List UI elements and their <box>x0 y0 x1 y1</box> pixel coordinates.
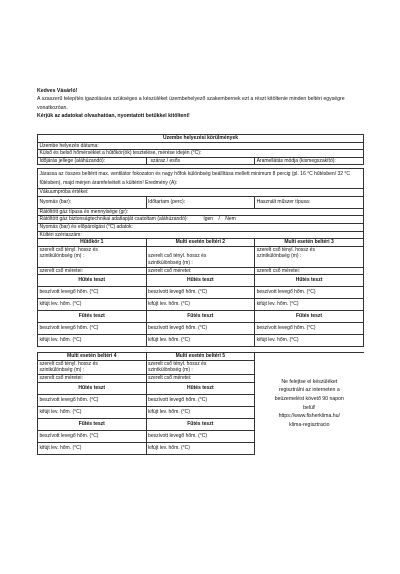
unit-4-pipe-length[interactable]: szerelt cső tényl. hossz és szintkülönbség (m) : <box>38 360 147 374</box>
tool-field[interactable]: Használt műszer típusa: <box>255 196 364 208</box>
unit-2-pipe-size[interactable]: szerelt cső méretei: <box>146 267 255 275</box>
unit-5-heating-air-in[interactable]: beszívott levegő hőm. (°C) <box>146 430 255 442</box>
unit-5-cooling-test: Hűtés teszt <box>146 382 255 394</box>
unit-5-heating-air-out[interactable]: kifújt lev. hőm. (°C) <box>146 442 255 454</box>
unit-3-pipe-size[interactable]: szerelt cső méretei: <box>255 267 364 275</box>
unit-4-heating-air-in[interactable]: beszívott levegő hőm. (°C) <box>38 430 147 442</box>
unit-3-cooling-test: Hűtés teszt <box>255 275 364 287</box>
conditions-table <box>37 134 364 455</box>
unit-2-cooling-test: Hűtés teszt <box>146 275 255 287</box>
unit-4-title: Multi esetén beltéri 4 <box>38 353 147 361</box>
unit-4-cooling-test: Hűtés teszt <box>38 382 147 394</box>
note-line-1: Ne felejtse el készüléket <box>281 378 338 385</box>
unit-1-cooling-test: Hűtés teszt <box>38 275 147 287</box>
duration-field[interactable]: Időtartam (perc): <box>146 196 255 208</box>
weather-label: Időjárás jellege (aláhúzandó): <box>38 157 147 165</box>
safety-sheet-field[interactable] <box>38 216 364 224</box>
serial-field[interactable]: Kültéri szériaszám: <box>38 231 364 239</box>
unit-2-title: Multi esetén beltéri 2 <box>146 239 255 247</box>
unit-2-heating-air-out[interactable]: kifújt lev. hőm. (°C) <box>146 335 255 347</box>
commissioning-form <box>37 134 364 455</box>
unit-1-cooling-air-out[interactable]: kifújt lev. hőm. (°C) <box>38 299 147 311</box>
unit-5-pipe-size[interactable]: szerelt cső méretei: <box>146 374 255 382</box>
unit-5-cooling-air-out[interactable]: kifújt lev. hőm. (°C) <box>146 406 255 418</box>
unit-4-cooling-air-in[interactable]: beszívott levegő hőm. (°C) <box>38 394 147 406</box>
note-line-3: beüzemelést követő 90 napon <box>274 395 344 402</box>
unit-3-heating-air-in[interactable]: beszívott levegő hőm. (°C) <box>255 323 364 335</box>
unit-3-title: Multi esetén beltéri 3 <box>255 239 364 247</box>
unit-4-pipe-size[interactable]: szerelt cső méretei: <box>38 374 147 382</box>
unit-2-cooling-air-out[interactable]: kifújt lev. hőm. (°C) <box>146 299 255 311</box>
unit-5-title: Multi esetén beltéri 5 <box>146 353 255 361</box>
temperature-field[interactable]: Külső és belső hőmérséklet a hűtőkör(ök) tesztelése, mérése idején (°C): <box>38 150 364 158</box>
unit-1-pipe-size[interactable]: szerelt cső méretei: <box>38 267 147 275</box>
note-line-4: belül! <box>303 404 316 411</box>
unit-3-cooling-air-out[interactable]: kifújt lev. hőm. (°C) <box>255 299 364 311</box>
safety-sheet-label: Rátöltött gáz biztonságtechnikai adatlapját csatoltam (aláhúzandó): <box>39 216 188 223</box>
vacuum-label: Vákuumpróba értékei: <box>38 189 364 197</box>
unit-4-heating-air-out[interactable]: kifújt lev. hőm. (°C) <box>38 442 147 454</box>
weather-options[interactable]: száraz / esős <box>146 157 255 165</box>
intro-block <box>37 87 367 120</box>
option-no[interactable]: Nem <box>225 216 236 223</box>
registration-note <box>255 353 364 454</box>
unit-1-title: Hűtőkör 1 <box>38 239 147 247</box>
unit-3-pipe-length[interactable]: szerelt cső tényl. hossz és szintkülönbség (m) : <box>255 246 364 267</box>
date-field[interactable]: Üzembe helyezés dátuma: <box>38 142 364 150</box>
unit-2-cooling-air-in[interactable]: beszívott levegő hőm. (°C) <box>146 287 255 299</box>
note-line-2: regisztrálni az interneten a <box>278 387 340 394</box>
intro-text: A szaszerű telepítés igazolására szükséges a készüléket üzembehelyező szakembernek ezt a részt kitöltenie minden beltéri egységre vonatkozóan. <box>37 96 345 111</box>
unit-3-heating-air-out[interactable]: kifújt lev. hőm. (°C) <box>255 335 364 347</box>
unit-1-cooling-air-in[interactable]: beszívott levegő hőm. (°C) <box>38 287 147 299</box>
pressure-field[interactable]: Nyomás (bar): <box>38 196 147 208</box>
registration-link-path[interactable]: klima-regisztracio <box>289 421 330 428</box>
unit-4-heating-test: Fűtés teszt <box>38 418 147 430</box>
section-title: Üzembe helyezési körülmények <box>38 135 364 143</box>
instruction-text: Kérjük az adatokat olvashatóan, nyomtatott betűkkel kitölteni! <box>37 112 190 119</box>
unit-1-heating-air-in[interactable]: beszívott levegő hőm. (°C) <box>38 323 147 335</box>
unit-2-pipe-length[interactable]: szerelt cső tényl. hossz és szintkülönbség (m) : <box>146 246 255 267</box>
unit-5-cooling-air-in[interactable]: beszívott levegő hőm. (°C) <box>146 394 255 406</box>
run-instruction[interactable]: Járassa az összes beltérit max. ventilátor fokozaton és nagy hőfok különbség beállítása mellett minimum 8 percig (pl. 16 °C hűtésben/ 32 °C fűtésben), majd mérjen áramfelvételt a kültérin! Eredmény (A): <box>38 169 364 189</box>
unit-4-cooling-air-out[interactable]: kifújt lev. hőm. (°C) <box>38 406 147 418</box>
pressure-data-field[interactable]: Nyomás (bar) és előpárolgási (°C) adatok: <box>38 223 364 231</box>
unit-1-pipe-length[interactable]: szerelt cső tényl. hossz és szintkülönbség (m) : <box>38 246 147 267</box>
gas-field[interactable]: Rátöltött gáz típusa és mennyisége (gr): <box>38 208 364 216</box>
unit-5-pipe-length[interactable]: szerelt cső tényl. hossz és szintkülönbség (m) : <box>146 360 255 374</box>
unit-3-heating-test: Fűtés teszt <box>255 311 364 323</box>
unit-1-heating-test: Fűtés teszt <box>38 311 147 323</box>
option-yes[interactable]: Igen <box>203 216 214 223</box>
unit-2-heating-test: Fűtés teszt <box>146 311 255 323</box>
option-separator: / <box>218 216 220 223</box>
power-mode-field[interactable]: Áramellátás módja (kismegszakító): <box>255 157 364 165</box>
greeting: Kedves Vásárló! <box>37 88 78 94</box>
registration-link[interactable]: https://www.fisherklima.hu/ <box>278 413 340 420</box>
unit-1-heating-air-out[interactable]: kifújt lev. hőm. (°C) <box>38 335 147 347</box>
unit-5-heating-test: Fűtés teszt <box>146 418 255 430</box>
unit-3-cooling-air-in[interactable]: beszívott levegő hőm. (°C) <box>255 287 364 299</box>
unit-2-heating-air-in[interactable]: beszívott levegő hőm. (°C) <box>146 323 255 335</box>
